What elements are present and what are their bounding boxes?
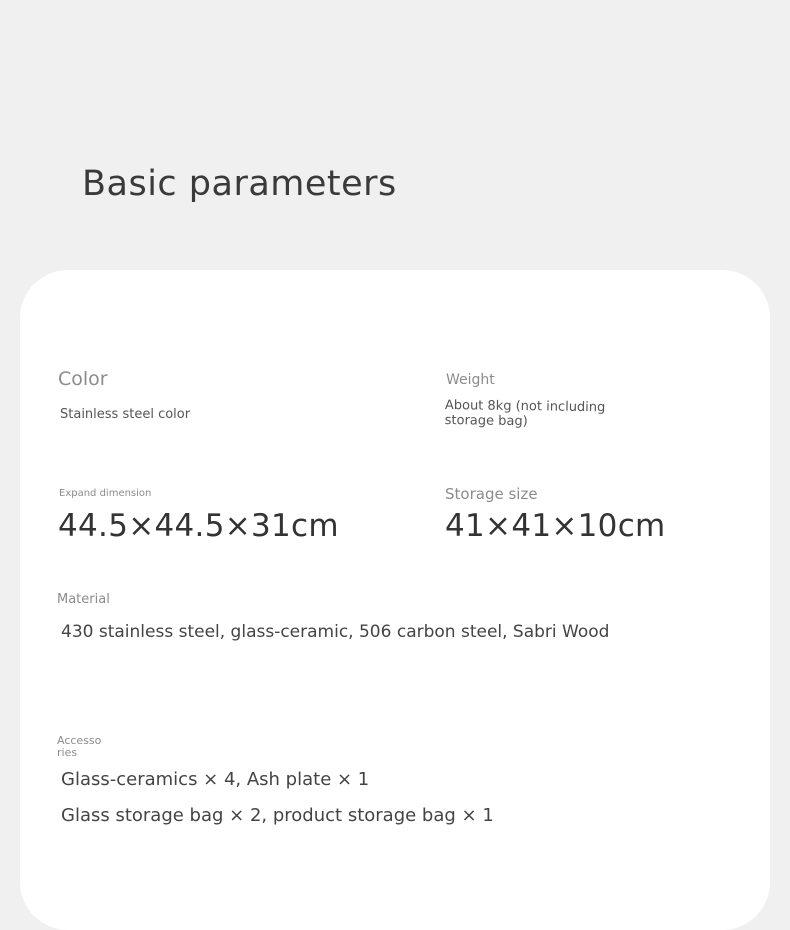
storage-size-value: 41×41×10cm	[445, 508, 666, 544]
accessories-label: Accessories	[57, 734, 102, 759]
storage-size-label: Storage size	[445, 485, 538, 503]
material-label: Material	[57, 592, 110, 607]
page-title: Basic parameters	[82, 164, 397, 204]
weight-value: About 8kg (not including storage bag)	[444, 398, 606, 430]
parameters-card	[20, 270, 770, 930]
material-value: 430 stainless steel, glass-ceramic, 506 carbon steel, Sabri Wood	[61, 622, 610, 642]
weight-label: Weight	[446, 372, 495, 388]
color-label: Color	[58, 368, 108, 390]
accessories-line: Glass storage bag × 2, product storage bag × 1	[61, 805, 494, 826]
accessories-line: Glass-ceramics × 4, Ash plate × 1	[61, 769, 370, 790]
expand-dimension-value: 44.5×44.5×31cm	[58, 508, 339, 544]
color-value: Stainless steel color	[60, 407, 191, 422]
expand-dimension-label: Expand dimension	[59, 488, 152, 499]
